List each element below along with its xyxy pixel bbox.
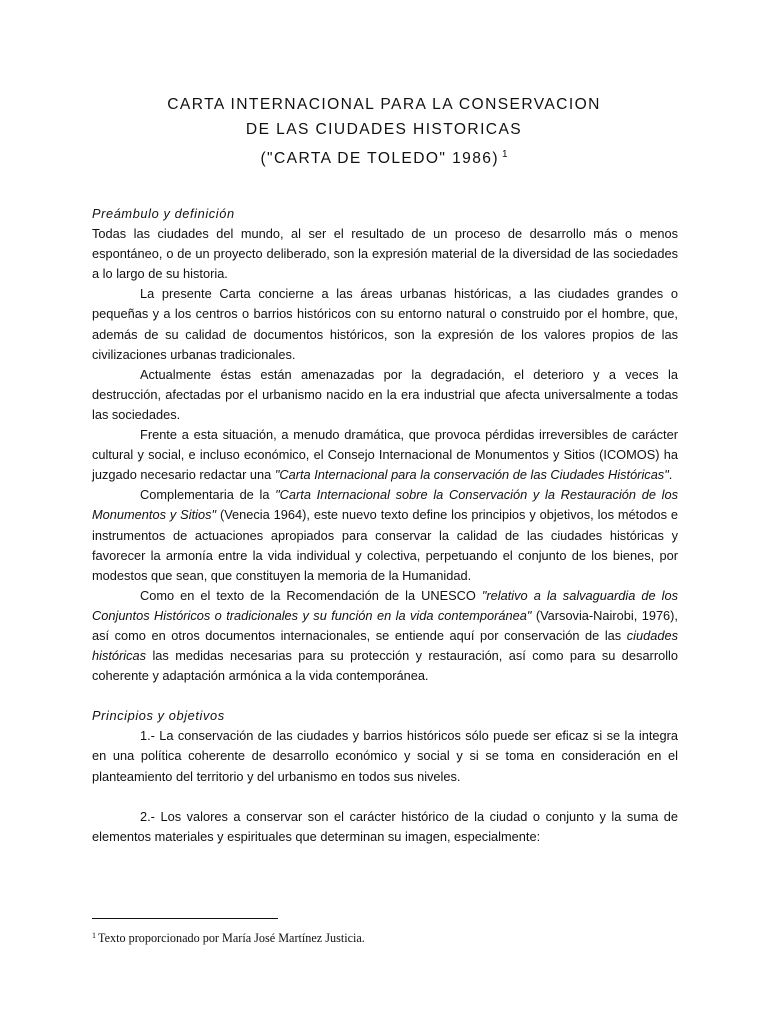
paragraph-principio-1: 1.- La conservación de las ciudades y barrios históricos sólo puede ser eficaz si se la integra en una política coherente de desarrollo económico y social y si se toma en consideración en el planteamiento del territorio y del urbanismo en todos sus niveles. — [92, 728, 678, 784]
paragraph-preambulo-4 — [92, 425, 678, 485]
text-run: . — [668, 467, 673, 483]
paragraph-preambulo-1: Todas las ciudades del mundo, al ser el resultado de un proceso de desarrollo más o menos espontáneo, o de un proyecto deliberado, son la expresión material de la diversidad de las sociedades a lo largo de su historia. — [92, 226, 678, 282]
italic-citation: "Carta Internacional para la conservación de las Ciudades Históricas" — [274, 467, 669, 483]
footnote-text: Texto proporcionado por María José Martínez Justicia. — [98, 931, 365, 945]
title-line-3 — [0, 142, 768, 171]
section-heading-preambulo: Preámbulo y definición — [92, 206, 235, 221]
paragraph-preambulo-6 — [92, 586, 678, 686]
italic-citation: "Carta Internacional sobre la Conservación y la Restauración de los Monumentos y Sitios" — [92, 487, 678, 523]
paragraph-principio-2: 2.- Los valores a conservar son el carácter histórico de la ciudad o conjunto y la suma de elementos materiales y espirituales que determinan su imagen, especialmente: — [92, 808, 678, 844]
title-line-1: CARTA INTERNACIONAL PARA LA CONSERVACION — [167, 96, 601, 113]
document-title — [0, 92, 768, 171]
footnote — [92, 928, 365, 946]
text-run: Complementaria de la — [140, 487, 276, 503]
footnote-reference[interactable]: 1 — [501, 149, 508, 160]
text-run: las medidas necesarias para su protección y restauración, así como para su desarrollo coherente y adaptación armónica a la vida contemporánea. — [92, 648, 678, 684]
italic-term: ciudades históricas — [92, 627, 678, 664]
text-run: (Varsovia-Nairobi, 1976), así como en otros documentos internacionales, se entiende aquí por conservación de las — [92, 607, 678, 643]
paragraph-preambulo-5 — [92, 485, 678, 585]
text-run: Frente a esta situación, a menudo dramática, que provoca pérdidas irreversibles de carácter cultural y social, e incluso económico, el Consejo Internacional de Monumentos y Sitios (ICOMOS) ha juzgado necesario redactar una — [92, 427, 678, 483]
italic-citation: "relativo a la salvaguardia de los Conjuntos Históricos o tradicionales y su función en la vida contemporánea" — [92, 587, 678, 623]
paragraph-preambulo-2: La presente Carta concierne a las áreas urbanas históricas, a las ciudades grandes o pequeñas y a los centros o barrios históricos con su entorno natural o construido por el hombre, que, además de su calidad de documentos históricos, son la expresión de los valores propios de las civilizaciones urbanas tradicionales. — [92, 286, 678, 362]
title-line-2: DE LAS CIUDADES HISTORICAS — [245, 121, 523, 138]
text-run: Como en el texto de la Recomendación de la UNESCO — [140, 587, 482, 603]
document-body — [92, 204, 678, 847]
paragraph-spacer — [92, 787, 678, 807]
footnote-divider — [92, 918, 278, 919]
footnote-number: 1 — [92, 931, 96, 940]
paragraph-preambulo-3: Actualmente éstas están amenazadas por la degradación, el deterioro y a veces la destrucción, afectadas por el urbanismo nacido en la era industrial que afecta universalmente a todas las sociedades. — [92, 366, 678, 422]
section-heading-principios: Principios y objetivos — [92, 708, 225, 724]
title-line-3-text: ("CARTA DE TOLEDO" 1986) — [260, 150, 499, 167]
text-run: (Venecia 1964), este nuevo texto define los principios y objetivos, los métodos e instrumentos de actuaciones apropiados para conservar la calidad de las ciudades históricas y favorecer la armonía entre la vida individual y colectiva, perpetuando el conjunto de los bienes, por modestos que sean, que constituyen la memoria de la Humanidad. — [92, 507, 678, 583]
